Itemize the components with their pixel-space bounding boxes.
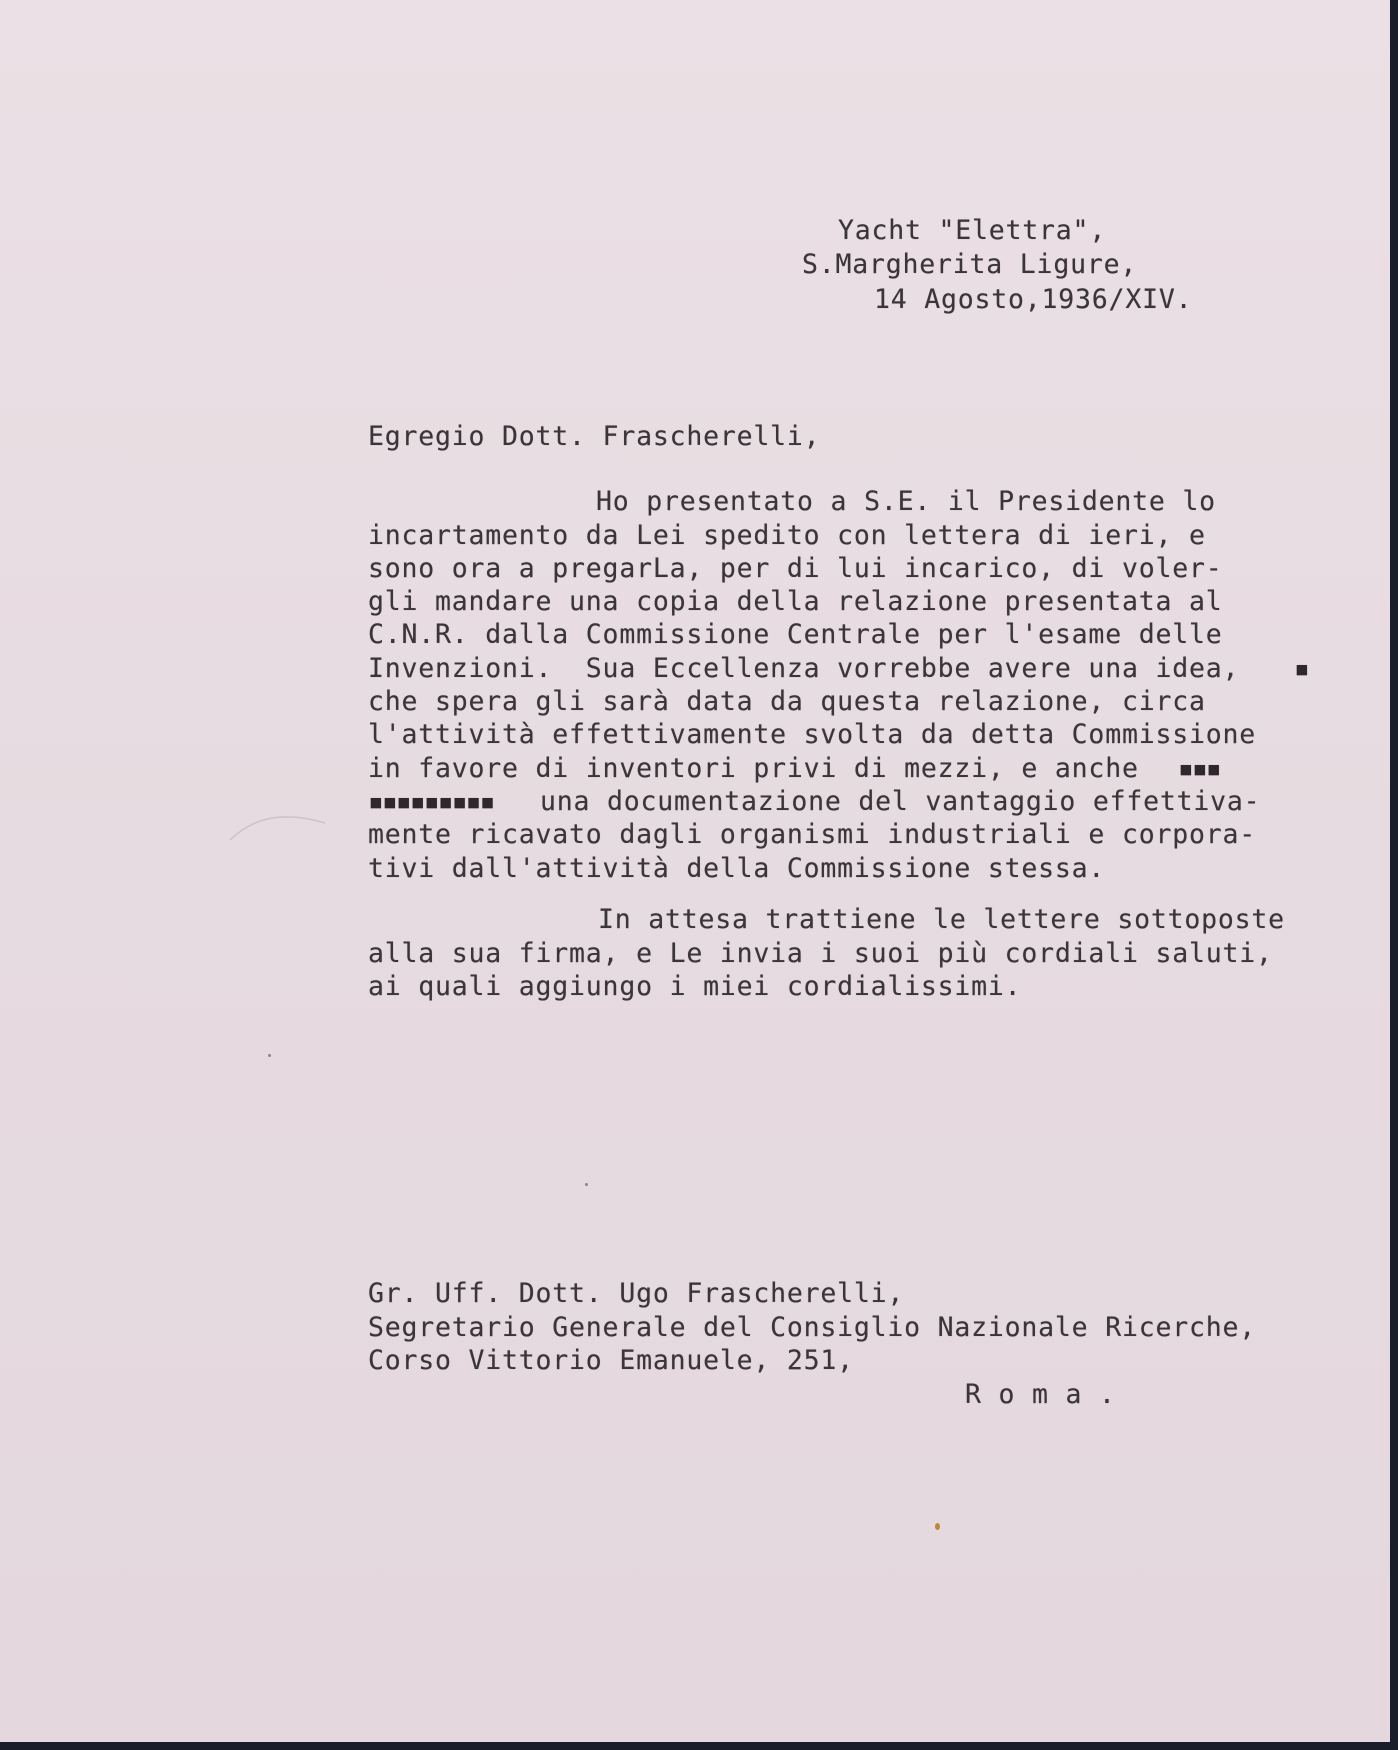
paragraph-line: mente ricavato dagli organismi industriali e corpora-: [368, 819, 1256, 850]
addressee-city: R o m a .: [965, 1379, 1116, 1410]
addressee-title: Segretario Generale del Consiglio Nazionale Ricerche,: [368, 1312, 1256, 1343]
paragraph-line: Invenzioni. Sua Eccellenza vorrebbe avere una idea,: [368, 653, 1240, 684]
paragraph-line: alla sua firma, e Le invia i suoi più cordiali saluti,: [368, 938, 1273, 969]
paragraph-line: tivi dall'attività della Commissione stessa.: [368, 853, 1106, 884]
heading-date: 14 Agosto,1936/XIV.: [874, 284, 1193, 315]
typing-overstrike: ▪▪▪▪▪▪▪▪▪: [368, 786, 494, 817]
addressee-street: Corso Vittorio Emanuele, 251,: [368, 1345, 854, 1376]
paragraph-line: l'attività effettivamente svolta da detta Commissione: [368, 719, 1256, 750]
paragraph-line: sono ora a pregarLa, per di lui incarico, di voler-: [368, 553, 1223, 584]
heading-location-town: S.Margherita Ligure,: [802, 249, 1138, 280]
paragraph-line: In attesa trattiene le lettere sottoposte: [598, 904, 1285, 935]
paragraph-line: in favore di inventori privi di mezzi, e anche: [368, 753, 1139, 784]
paragraph-line: incartamento da Lei spedito con lettera di ieri, e: [368, 520, 1206, 551]
paragraph-line: Ho presentato a S.E. il Presidente lo: [596, 486, 1216, 517]
paragraph-line: che spera gli sarà data da questa relazione, circa: [368, 686, 1206, 717]
heading-location-yacht: Yacht "Elettra",: [838, 215, 1107, 246]
paper-crease: [225, 805, 335, 845]
paragraph-line: C.N.R. dalla Commissione Centrale per l'esame delle: [368, 619, 1223, 650]
addressee-name: Gr. Uff. Dott. Ugo Frascherelli,: [368, 1278, 905, 1309]
paper-spot: [585, 1183, 588, 1186]
paper-spot: [935, 1523, 940, 1530]
salutation: Egregio Dott. Frascherelli,: [368, 421, 821, 452]
typing-overstrike: ▪: [1294, 653, 1308, 684]
paragraph-line: ai quali aggiungo i miei cordialissimi.: [368, 971, 1022, 1002]
paragraph-line: una documentazione del vantaggio effettiva-: [540, 786, 1261, 817]
typing-overstrike: ▪▪▪: [1178, 753, 1220, 784]
paragraph-line: gli mandare una copia della relazione presentata al: [368, 586, 1223, 617]
paper-spot: [268, 1054, 271, 1057]
